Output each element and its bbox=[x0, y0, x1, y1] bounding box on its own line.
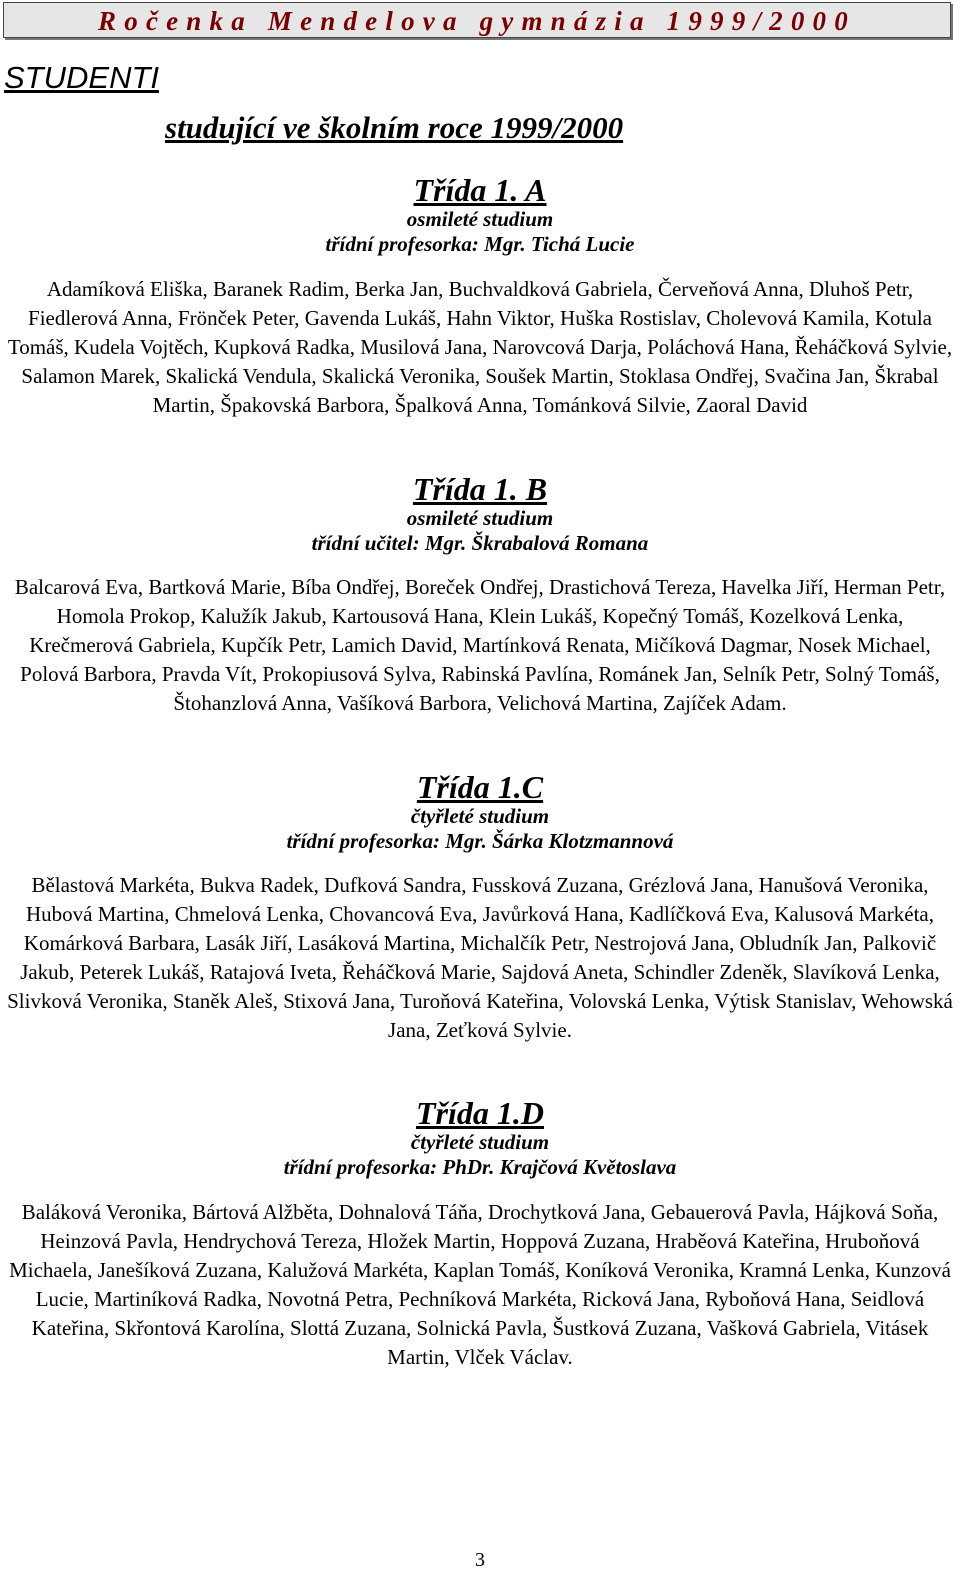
section-title: STUDENTI bbox=[4, 60, 159, 95]
class-name: Třída 1.D bbox=[416, 1095, 544, 1131]
student-list-1b: Balcarová Eva, Bartková Marie, Bíba Ondřej, Boreček Ondřej, Drastichová Tereza, Havelka Jiří, Herman Petr, Homola Prokop, Kalužík Jakub, Kartousová Hana, Klein Lukáš, Kopečný Tomáš, Kozelková Lenka, Krečmerová Gabriela, Kupčík Petr, Lamich David, Martínková Renata, Mičíková Dagmar, Nosek Michael, Polová Barbora, Pravda Vít, Prokopiusová Sylva, Rabinská Pavlína, Románek Jan, Selník Petr, Solný Tomáš, Štohanzlová Anna, Vašíková Barbora, Velichová Martina, Zajíček Adam. bbox=[14, 575, 946, 715]
class-heading-1a bbox=[0, 173, 960, 257]
class-heading-1b bbox=[0, 472, 960, 556]
class-name: Třída 1. B bbox=[412, 471, 548, 507]
class-name: Třída 1.C bbox=[416, 769, 544, 805]
class-teacher: třídní učitel: Mgr. Škrabalová Romana bbox=[311, 531, 649, 555]
yearbook-title: Ročenka Mendelova gymnázia 1999/2000 bbox=[98, 6, 856, 36]
class-heading-1c bbox=[0, 770, 960, 854]
class-teacher: třídní profesorka: Mgr. Šárka Klotzmannová bbox=[286, 829, 674, 853]
study-type: osmileté studium bbox=[406, 506, 554, 530]
yearbook-header bbox=[3, 2, 951, 38]
class-name: Třída 1. A bbox=[413, 172, 547, 208]
study-type: čtyřleté studium bbox=[410, 1130, 550, 1154]
class-heading-1d bbox=[0, 1096, 960, 1180]
section-subtitle: studující ve školním roce 1999/2000 bbox=[165, 110, 624, 145]
class-teacher: třídní profesorka: Mgr. Tichá Lucie bbox=[325, 232, 635, 256]
student-list-1d: Baláková Veronika, Bártová Alžběta, Dohnalová Táňa, Drochytková Jana, Gebauerová Pavla, Hájková Soňa, Heinzová Pavla, Hendrychová Tereza, Hložek Martin, Hoppová Zuzana, Hraběová Kateřina, Hruboňová Michaela, Janešíková Zuzana, Kalužová Markéta, Kaplan Tomáš, Koníková Veronika, Kramná Lenka, Kunzová Lucie, Martiníková Radka, Novotná Petra, Pechníková Markéta, Ricková Jana, Ryboňová Hana, Seidlová Kateřina, Skřontová Karolína, Slottá Zuzana, Solnická Pavla, Šustková Zuzana, Vašková Gabriela, Vitásek Martin, Vlček Václav. bbox=[9, 1200, 951, 1369]
page-number: 3 bbox=[475, 1549, 485, 1571]
study-type: osmileté studium bbox=[406, 207, 554, 231]
class-teacher: třídní profesorka: PhDr. Krajčová Květoslava bbox=[283, 1155, 677, 1179]
student-list-1a: Adamíková Eliška, Baranek Radim, Berka Jan, Buchvaldková Gabriela, Červeňová Anna, Dluhoš Petr, Fiedlerová Anna, Frönček Peter, Gavenda Lukáš, Hahn Viktor, Huška Rostislav, Cholevová Kamila, Kotula Tomáš, Kudela Vojtěch, Kupková Radka, Musilová Jana, Narovcová Darja, Poláchová Hana, Řeháčková Sylvie, Salamon Marek, Skalická Vendula, Skalická Veronika, Soušek Martin, Stoklasa Ondřej, Svačina Jan, Škrabal Martin, Špakovská Barbora, Špalková Anna, Tománková Silvie, Zaoral David bbox=[7, 277, 953, 417]
student-list-1c: Bělastová Markéta, Bukva Radek, Dufková Sandra, Fussková Zuzana, Grézlová Jana, Hanušová Veronika, Hubová Martina, Chmelová Lenka, Chovancová Eva, Javůrková Hana, Kadlíčková Eva, Kalusová Markéta, Komárková Barbara, Lasák Jiří, Lasáková Martina, Michalčík Petr, Nestrojová Jana, Obludník Jan, Palkovič Jakub, Peterek Lukáš, Ratajová Iveta, Řeháčková Marie, Sajdová Aneta, Schindler Zdeněk, Slavíková Lenka, Slivková Veronika, Staněk Aleš, Stixová Jana, Turoňová Kateřina, Volovská Lenka, Výtisk Stanislav, Wehowská Jana, Zeťková Sylvie. bbox=[7, 873, 953, 1042]
study-type: čtyřleté studium bbox=[410, 804, 550, 828]
